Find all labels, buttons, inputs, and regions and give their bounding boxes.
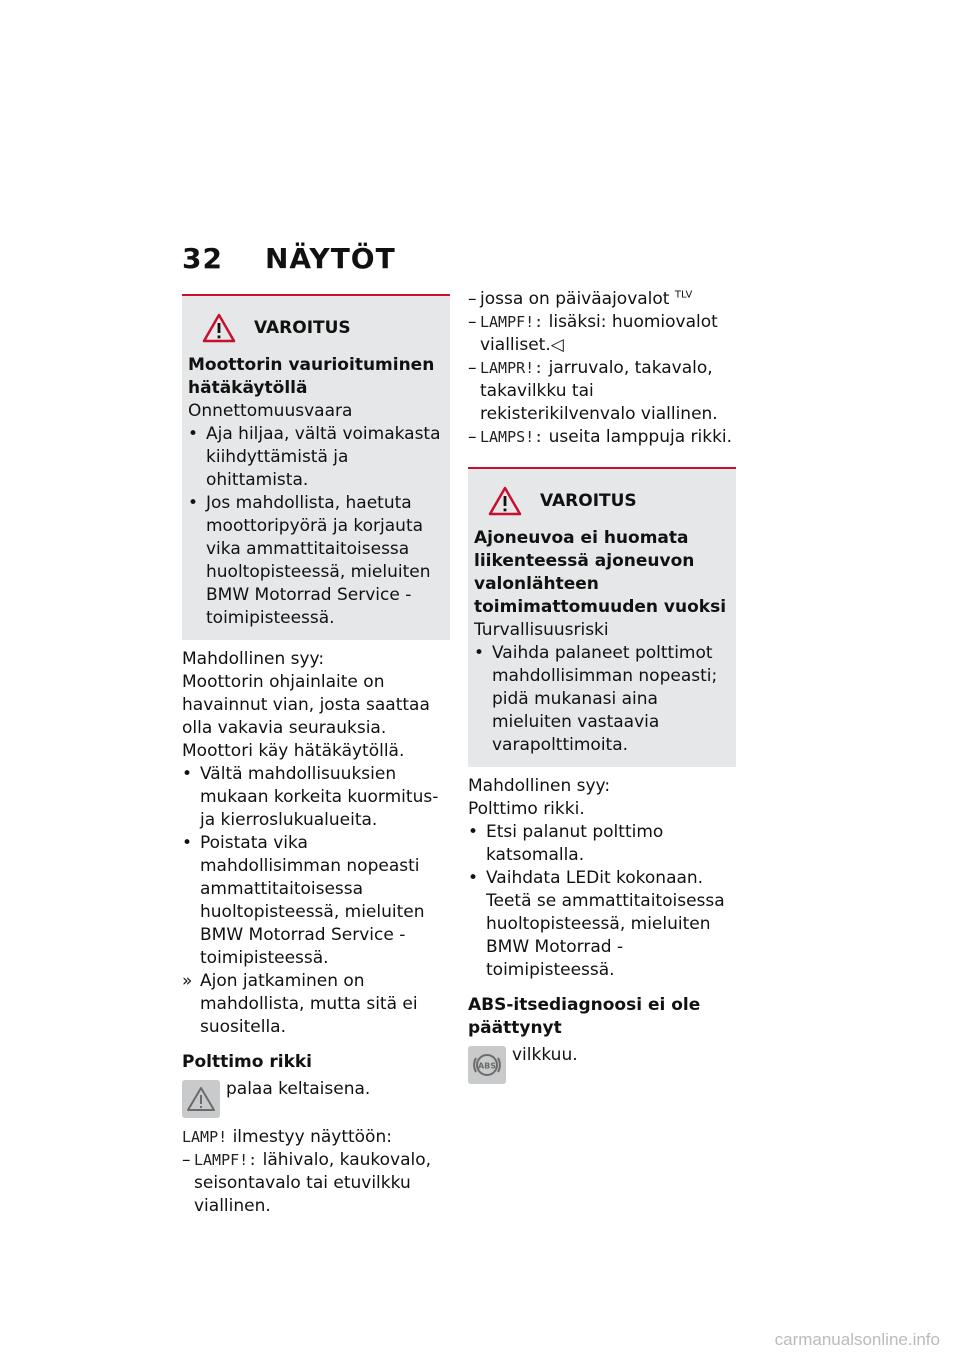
page-title: NÄYTÖT: [265, 242, 396, 275]
warning-title: Ajoneuvoa ei huomata liikenteessä ajoneuvon valonlähteen toimimattomuuden vuoksi: [474, 528, 727, 617]
cause-text: Moottorin ohjainlaite on havainnut vian, josta saattaa olla vakavia seurauksia. Moottori käy hätäkäytöllä.: [182, 672, 430, 761]
list-item: – LAMPS!: useita lamppuja rikki.: [468, 427, 733, 447]
list-item: – LAMPF!: lähivalo, kaukovalo, seisontavalo tai etuvilkku viallinen.: [182, 1150, 432, 1216]
warning-subtitle: Turvallisuusriski: [474, 620, 609, 640]
warning-box-visibility: [468, 467, 736, 767]
warning-box-engine: [182, 294, 450, 640]
section-heading-abs: ABS-itsediagnoosi ei ole päättynyt: [468, 995, 701, 1038]
cause-text: Polttimo rikki.: [468, 799, 585, 819]
list-item: • Aja hiljaa, vältä voimakasta kiihdyttämistä ja ohittamista.: [188, 424, 441, 490]
display-text: ilmestyy näyttöön:: [232, 1127, 392, 1147]
display-message: [182, 1126, 450, 1149]
abs-indicator-row: [468, 1044, 736, 1086]
warning-triangle-icon: [202, 313, 236, 343]
list-item: • Poistata vika mahdollisimman nopeasti ammattitaitoisessa huoltopisteessä, mieluiten BMW Motorrad Service -toimipisteessä.: [182, 833, 425, 968]
list-item: • Vaihda palaneet polttimot mahdollisimman nopeasti; pidä mukanasi aina mieluiten vastaavia varapolttimoita.: [474, 643, 718, 755]
list-item: • Etsi palanut polttimo katsomalla.: [468, 822, 664, 865]
warning-label: VAROITUS: [254, 317, 351, 338]
page-number: 32: [182, 242, 223, 275]
list-item: • Vaihdata LEDit kokonaan. Teetä se ammattitaitoisessa huoltopisteessä, mieluiten BMW Motorrad -toimipisteessä.: [468, 868, 725, 980]
result-item: » Ajon jatkaminen on mahdollista, mutta sitä ei suositella.: [182, 971, 418, 1037]
general-warning-icon: [182, 1080, 220, 1118]
display-code: LAMP!: [182, 1128, 228, 1146]
cause-label: Mahdollinen syy:: [468, 776, 611, 796]
right-column: [468, 288, 736, 1086]
warning-label: VAROITUS: [540, 490, 637, 511]
abs-icon-label: ABS: [477, 1061, 497, 1071]
lamp-indicator-row: [182, 1078, 450, 1120]
abs-indicator-text: vilkkuu.: [512, 1045, 578, 1065]
section-heading-lamp: Polttimo rikki: [182, 1052, 313, 1072]
list-item: • Vältä mahdollisuuksien mukaan korkeita kuormitus- ja kierroslukualueita.: [182, 764, 439, 830]
list-item: – LAMPR!: jarruvalo, takavalo, takavilkku tai rekisterikilvenvalo viallinen.: [468, 358, 718, 424]
footer-watermark: carmanualsonline.info: [774, 1330, 940, 1349]
warning-triangle-icon: [488, 486, 522, 516]
warning-subtitle: Onnettomuusvaara: [188, 401, 353, 421]
list-item: – LAMPF!: lisäksi: huomiovalot vialliset.◁: [468, 312, 718, 355]
abs-icon: [468, 1046, 506, 1084]
left-column: [182, 294, 450, 1218]
list-item: – jossa on päiväajovalot $^{TLV}$: [468, 289, 693, 309]
lamp-indicator-text: palaa keltaisena.: [226, 1079, 371, 1099]
warning-title: Moottorin vaurioituminen hätäkäytöllä: [188, 355, 435, 398]
list-item: • Jos mahdollista, haetuta moottoripyörä ja korjauta vika ammattitaitoisessa huoltopisteessä, mieluiten BMW Motorrad Service -toimipisteessä.: [188, 493, 431, 628]
cause-label: Mahdollinen syy:: [182, 649, 325, 669]
